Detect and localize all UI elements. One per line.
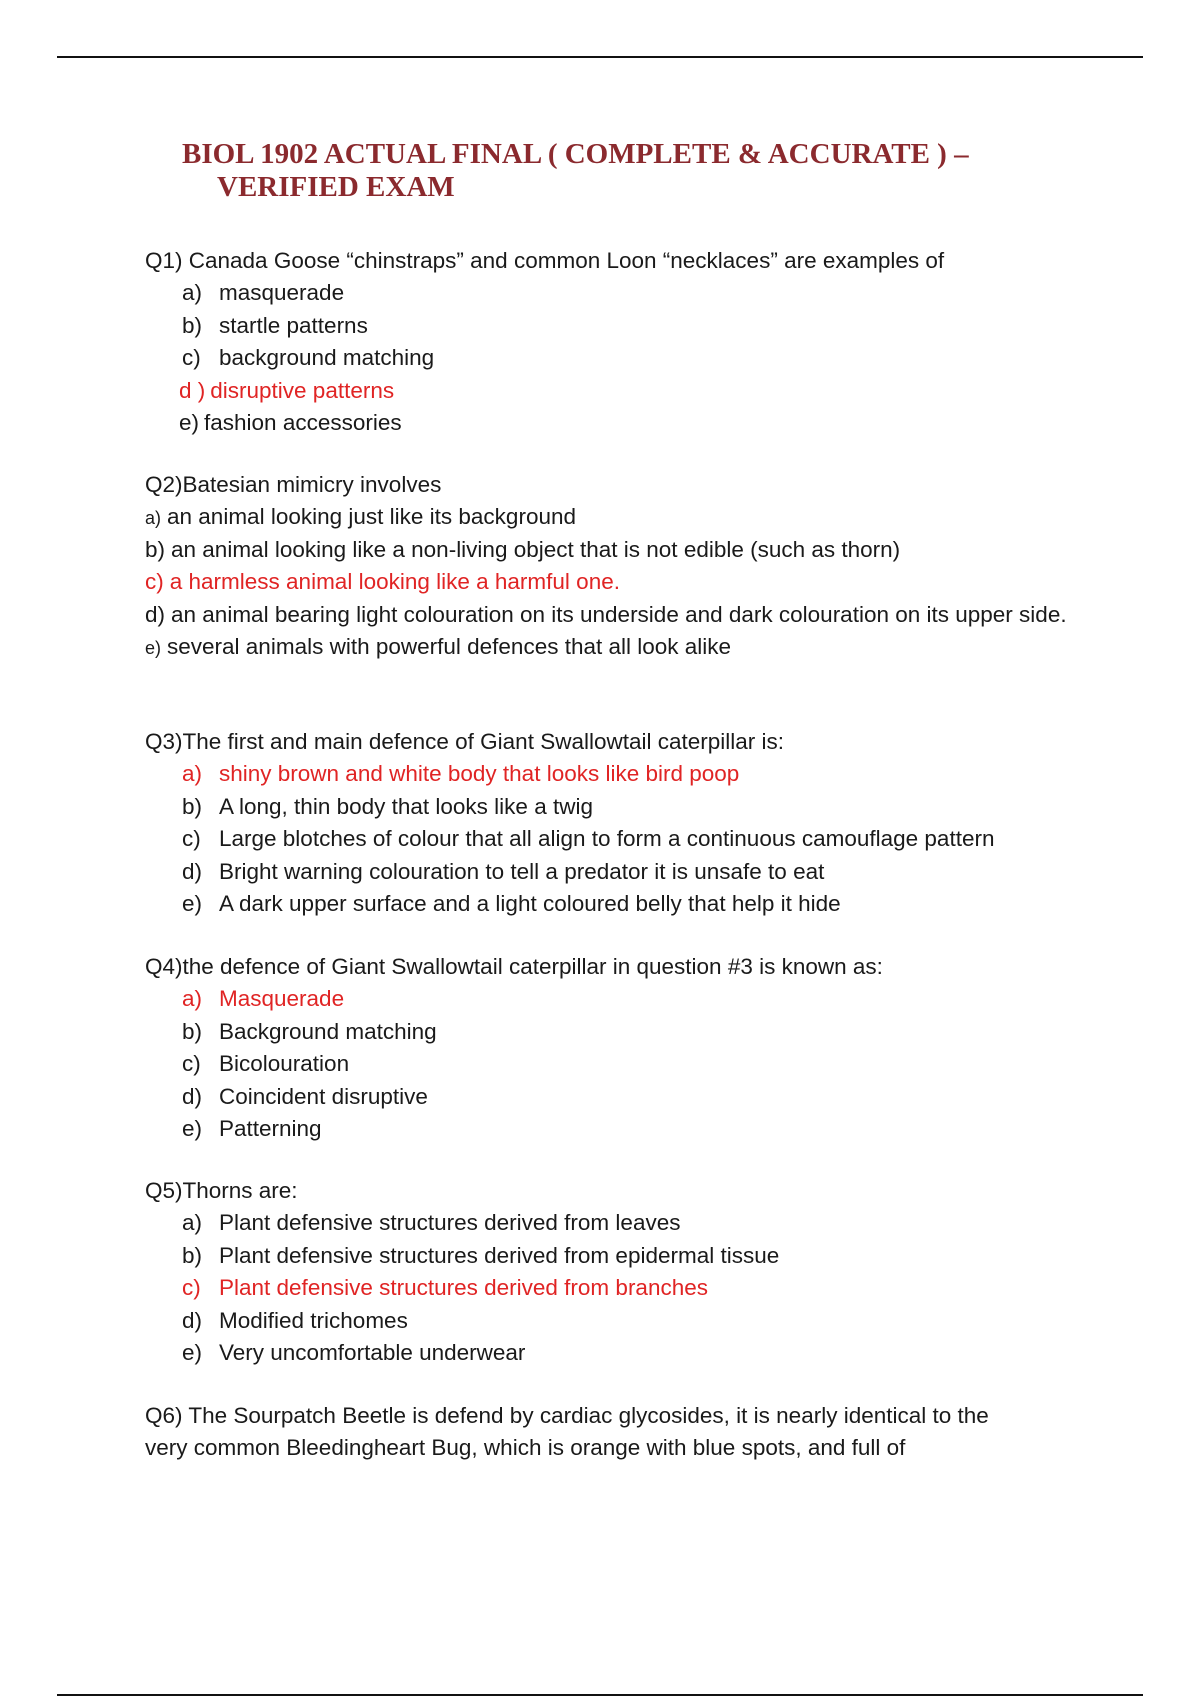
question-1-option-d-correct: d ) disruptive patterns [179, 377, 395, 403]
question-4-option-a-correct: a) Masquerade [182, 986, 345, 1012]
question-1 [145, 245, 1085, 439]
question-3-option-a-correct: a) shiny brown and white body that looks like bird poop [182, 761, 740, 787]
question-3-option-e: e) A dark upper surface and a light coloured belly that help it hide [182, 890, 841, 916]
question-1-option-a: a) masquerade [182, 280, 345, 306]
question-5-option-b: b) Plant defensive structures derived from epidermal tissue [182, 1242, 780, 1268]
question-5 [145, 1175, 1085, 1369]
question-5-option-c-correct: c) Plant defensive structures derived from branches [182, 1275, 708, 1301]
question-2-option-e: e) several animals with powerful defences that all look alike [145, 633, 732, 659]
question-6-stem-line-2: very common Bleedingheart Bug, which is orange with blue spots, and full of [145, 1435, 906, 1461]
bottom-rule [57, 1694, 1143, 1696]
question-4-option-e: e) Patterning [182, 1115, 322, 1141]
question-2-option-d: d) an animal bearing light colouration on its underside and dark colouration on its upper side. [145, 601, 1067, 627]
question-3-stem: Q3)The first and main defence of Giant Swallowtail caterpillar is: [145, 729, 785, 754]
question-5-stem: Q5)Thorns are: [145, 1178, 298, 1203]
question-4-option-d: d) Coincident disruptive [182, 1083, 428, 1109]
question-6 [145, 1400, 1085, 1465]
question-3-option-d: d) Bright warning colouration to tell a predator it is unsafe to eat [182, 858, 825, 884]
question-1-option-b: b) startle patterns [182, 312, 368, 338]
question-5-option-d: d) Modified trichomes [182, 1307, 408, 1333]
question-1-option-c: c) background matching [182, 345, 435, 371]
question-2-option-c-correct: c) a harmless animal looking like a harmful one. [145, 569, 620, 595]
question-3 [145, 726, 1085, 920]
question-4-stem: Q4)the defence of Giant Swallowtail caterpillar in question #3 is known as: [145, 954, 883, 979]
top-rule [57, 56, 1143, 58]
question-3-option-b: b) A long, thin body that looks like a twig [182, 793, 593, 819]
question-2-option-a: a) an animal looking just like its background [145, 504, 576, 530]
question-5-option-e: e) Very uncomfortable underwear [182, 1339, 526, 1365]
question-1-stem: Q1) Canada Goose “chinstraps” and common Loon “necklaces” are examples of [145, 248, 945, 273]
document-title [182, 138, 1082, 204]
title-line-1: BIOL 1902 ACTUAL FINAL ( COMPLETE & ACCURATE ) – [182, 138, 969, 170]
question-3-option-c: c) Large blotches of colour that all align to form a continuous camouflage pattern [182, 826, 995, 852]
question-1-option-e: e) fashion accessories [179, 409, 402, 435]
question-4-option-c: c) Bicolouration [182, 1051, 350, 1077]
question-5-option-a: a) Plant defensive structures derived from leaves [182, 1210, 681, 1236]
question-4-option-b: b) Background matching [182, 1018, 437, 1044]
question-6-stem-line-1: Q6) The Sourpatch Beetle is defend by cardiac glycosides, it is nearly identical to the [145, 1403, 989, 1428]
question-2-stem: Q2)Batesian mimicry involves [145, 472, 442, 497]
question-4 [145, 951, 1085, 1145]
title-line-2: VERIFIED EXAM [217, 171, 455, 203]
question-2 [145, 469, 1085, 663]
question-2-option-b: b) an animal looking like a non-living object that is not edible (such as thorn) [145, 536, 901, 562]
